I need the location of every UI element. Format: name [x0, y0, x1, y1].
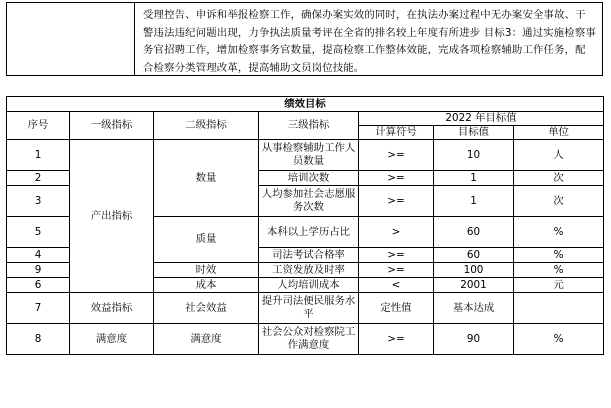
cell-seq: 1	[7, 140, 70, 171]
cell-value: 90	[434, 324, 514, 355]
cell-seq: 4	[7, 248, 70, 263]
intro-box	[6, 2, 603, 76]
performance-table	[6, 96, 604, 355]
cell-level1: 满意度	[70, 324, 154, 355]
cell-operator: >=	[359, 140, 434, 171]
cell-level2: 数量	[154, 140, 259, 217]
cell-unit: 元	[514, 278, 604, 293]
header-operator: 计算符号	[359, 126, 434, 140]
cell-seq: 6	[7, 278, 70, 293]
intro-label-cell	[7, 3, 135, 75]
cell-operator: >=	[359, 171, 434, 186]
cell-level2: 时效	[154, 263, 259, 278]
intro-text: 受理控告、申诉和举报检察工作，确保办案实效的同时，在执法办案过程中无办案安全事故、干警违法违纪问题出现，力争执法质量考评在全省的排名较上年度有所进步 目标3：通过实施检察事务官招聘工作，增加检察事务官数量，提高检察工作整体效能，完成各项检察辅助工作任务，配合检察分类管理改革，提高辅助文员岗位技能。	[143, 9, 596, 74]
cell-operator: >=	[359, 324, 434, 355]
cell-level1: 效益指标	[70, 293, 154, 324]
cell-value: 10	[434, 140, 514, 171]
header-level1: 一级指标	[70, 112, 154, 140]
cell-operator: 定性值	[359, 293, 434, 324]
cell-unit: 人	[514, 140, 604, 171]
cell-unit: %	[514, 217, 604, 248]
cell-seq: 7	[7, 293, 70, 324]
cell-seq: 3	[7, 186, 70, 217]
cell-level3: 司法考试合格率	[259, 248, 359, 263]
cell-operator: >=	[359, 263, 434, 278]
cell-operator: <	[359, 278, 434, 293]
cell-level2: 社会效益	[154, 293, 259, 324]
header-seq: 序号	[7, 112, 70, 140]
cell-operator: >	[359, 217, 434, 248]
cell-unit: %	[514, 263, 604, 278]
header-value: 目标值	[434, 126, 514, 140]
cell-value: 基本达成	[434, 293, 514, 324]
cell-value: 60	[434, 248, 514, 263]
cell-level3: 人均培训成本	[259, 278, 359, 293]
cell-value: 1	[434, 171, 514, 186]
cell-unit	[514, 293, 604, 324]
table-row	[7, 293, 604, 324]
cell-seq: 8	[7, 324, 70, 355]
cell-value: 60	[434, 217, 514, 248]
table-row	[7, 140, 604, 171]
cell-value: 1	[434, 186, 514, 217]
cell-seq: 2	[7, 171, 70, 186]
cell-unit: %	[514, 248, 604, 263]
cell-level3: 工资发放及时率	[259, 263, 359, 278]
cell-level3: 人均参加社会志愿服务次数	[259, 186, 359, 217]
header-row-1	[7, 112, 604, 126]
cell-level1: 产出指标	[70, 140, 154, 293]
cell-level3: 培训次数	[259, 171, 359, 186]
cell-unit: %	[514, 324, 604, 355]
cell-seq: 5	[7, 217, 70, 248]
cell-unit: 次	[514, 186, 604, 217]
cell-level2: 满意度	[154, 324, 259, 355]
table-title-row	[7, 97, 604, 112]
cell-unit: 次	[514, 171, 604, 186]
header-level2: 二级指标	[154, 112, 259, 140]
cell-operator: >=	[359, 248, 434, 263]
cell-seq: 9	[7, 263, 70, 278]
cell-level3: 提升司法便民服务水平	[259, 293, 359, 324]
cell-level3: 本科以上学历占比	[259, 217, 359, 248]
header-level3: 三级指标	[259, 112, 359, 140]
cell-level3: 社会公众对检察院工作满意度	[259, 324, 359, 355]
cell-level2: 成本	[154, 278, 259, 293]
cell-value: 100	[434, 263, 514, 278]
header-unit: 单位	[514, 126, 604, 140]
cell-level2: 质量	[154, 217, 259, 263]
table-row	[7, 324, 604, 355]
header-target-group: 2022 年目标值	[359, 112, 604, 126]
cell-level3: 从事检察辅助工作人员数量	[259, 140, 359, 171]
cell-value: 2001	[434, 278, 514, 293]
table-title: 绩效目标	[7, 97, 604, 112]
cell-operator: >=	[359, 186, 434, 217]
